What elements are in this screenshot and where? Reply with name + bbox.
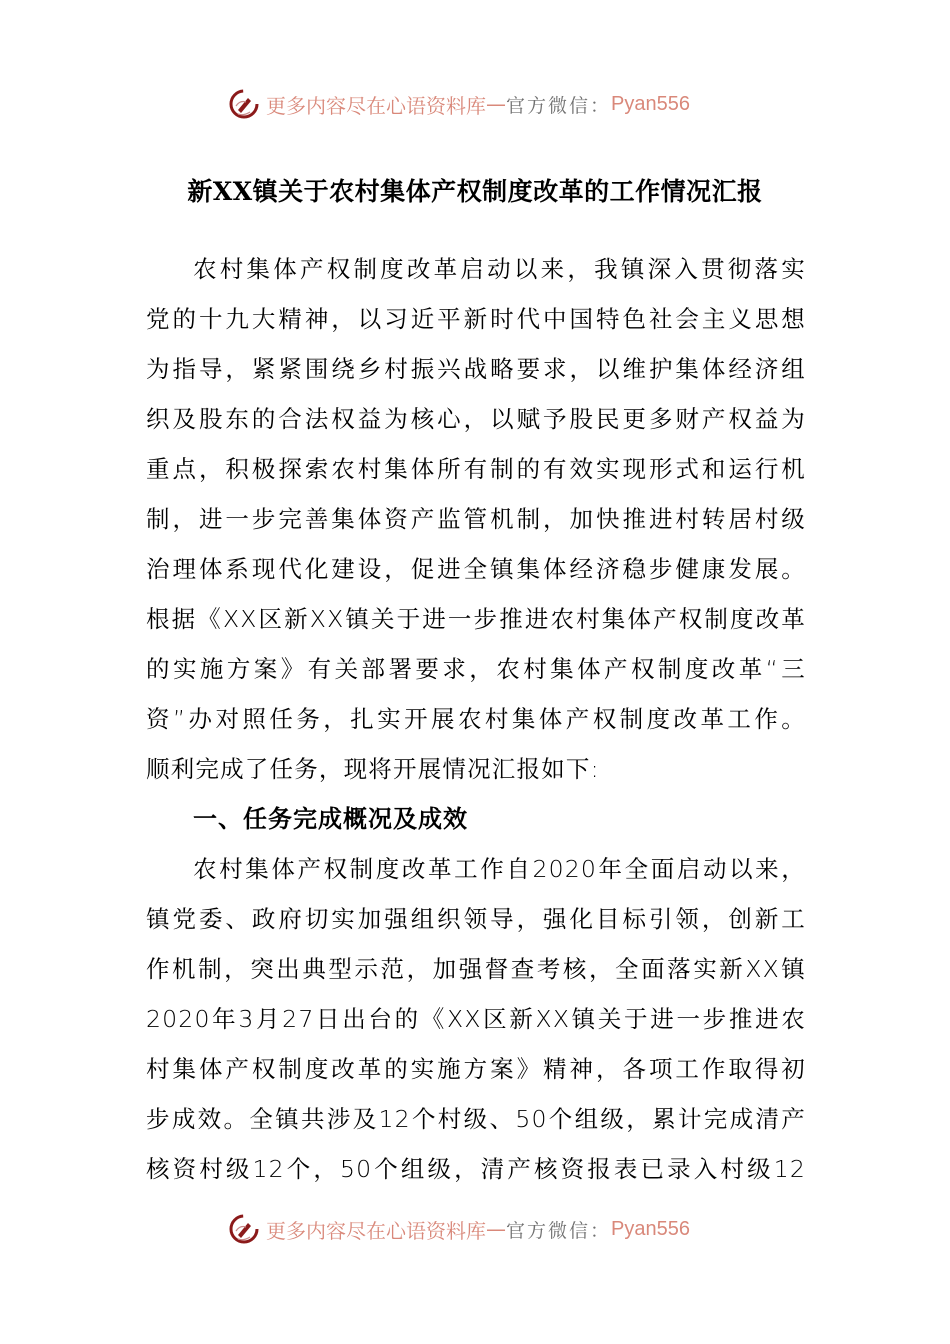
- text-line: 治理体系现代化建设，促进全镇集体经济稳步健康发展。: [146, 555, 806, 583]
- text-line: 的实施方案》有关部署要求，农村集体产权制度改革“三: [146, 655, 806, 683]
- text-line: 制，进一步完善集体资产监管机制，加快推进村转居村级: [146, 505, 806, 533]
- text-line: 步成效。全镇共涉及12个村级、50个组级，累计完成清产: [146, 1105, 806, 1133]
- watermark-dash: —: [486, 92, 506, 116]
- watermark-label: 官方微信：: [506, 1219, 612, 1242]
- text-line: 为指导，紧紧围绕乡村振兴战略要求，以维护集体经济组: [146, 355, 806, 383]
- text-line: 资”办对照任务，扎实开展农村集体产权制度改革工作。: [146, 705, 806, 733]
- text-line: 重点，积极探索农村集体所有制的有效实现形式和运行机: [146, 455, 806, 483]
- watermark-wechat-id: Pyan556: [611, 1217, 690, 1240]
- text-line: 顺利完成了任务，现将开展情况汇报如下:: [146, 755, 600, 783]
- watermark-main-text: 更多内容尽在心语资料库: [266, 93, 486, 118]
- watermark-label: 官方微信：: [506, 94, 612, 117]
- text-line: 织及股东的合法权益为核心，以赋予股民更多财产权益为: [146, 405, 806, 433]
- text-line: 党的十九大精神，以习近平新时代中国特色社会主义思想: [146, 305, 806, 333]
- text-line: 村集体产权制度改革的实施方案》精神，各项工作取得初: [146, 1055, 806, 1083]
- text-line: 根据《XX区新XX镇关于进一步推进农村集体产权制度改革: [146, 605, 806, 633]
- text-line: 核资村级12个，50个组级，清产核资报表已录入村级12: [146, 1155, 806, 1183]
- text-line: 镇党委、政府切实加强组织领导，强化目标引领，创新工: [146, 905, 806, 933]
- watermark-dash: —: [486, 1217, 506, 1241]
- document-title: 新XX镇关于农村集体产权制度改革的工作情况汇报: [187, 177, 763, 206]
- section-heading: 一、任务完成概况及成效: [193, 805, 468, 833]
- pen-nib-circle-icon: [228, 1213, 260, 1245]
- paragraph-intro: [146, 244, 806, 1194]
- header-watermark: [228, 86, 690, 122]
- text-line: 农村集体产权制度改革工作自2020年全面启动以来，: [193, 855, 806, 883]
- pen-nib-circle-icon: [228, 88, 260, 120]
- watermark-wechat-id: Pyan556: [611, 92, 690, 115]
- watermark-main-text: 更多内容尽在心语资料库: [266, 1218, 486, 1243]
- text-line: 2020年3月27日出台的《XX区新XX镇关于进一步推进农: [146, 1005, 806, 1033]
- footer-watermark: [228, 1211, 690, 1247]
- text-line: 农村集体产权制度改革启动以来，我镇深入贯彻落实: [193, 255, 806, 283]
- text-line: 作机制，突出典型示范，加强督查考核，全面落实新XX镇: [146, 955, 806, 983]
